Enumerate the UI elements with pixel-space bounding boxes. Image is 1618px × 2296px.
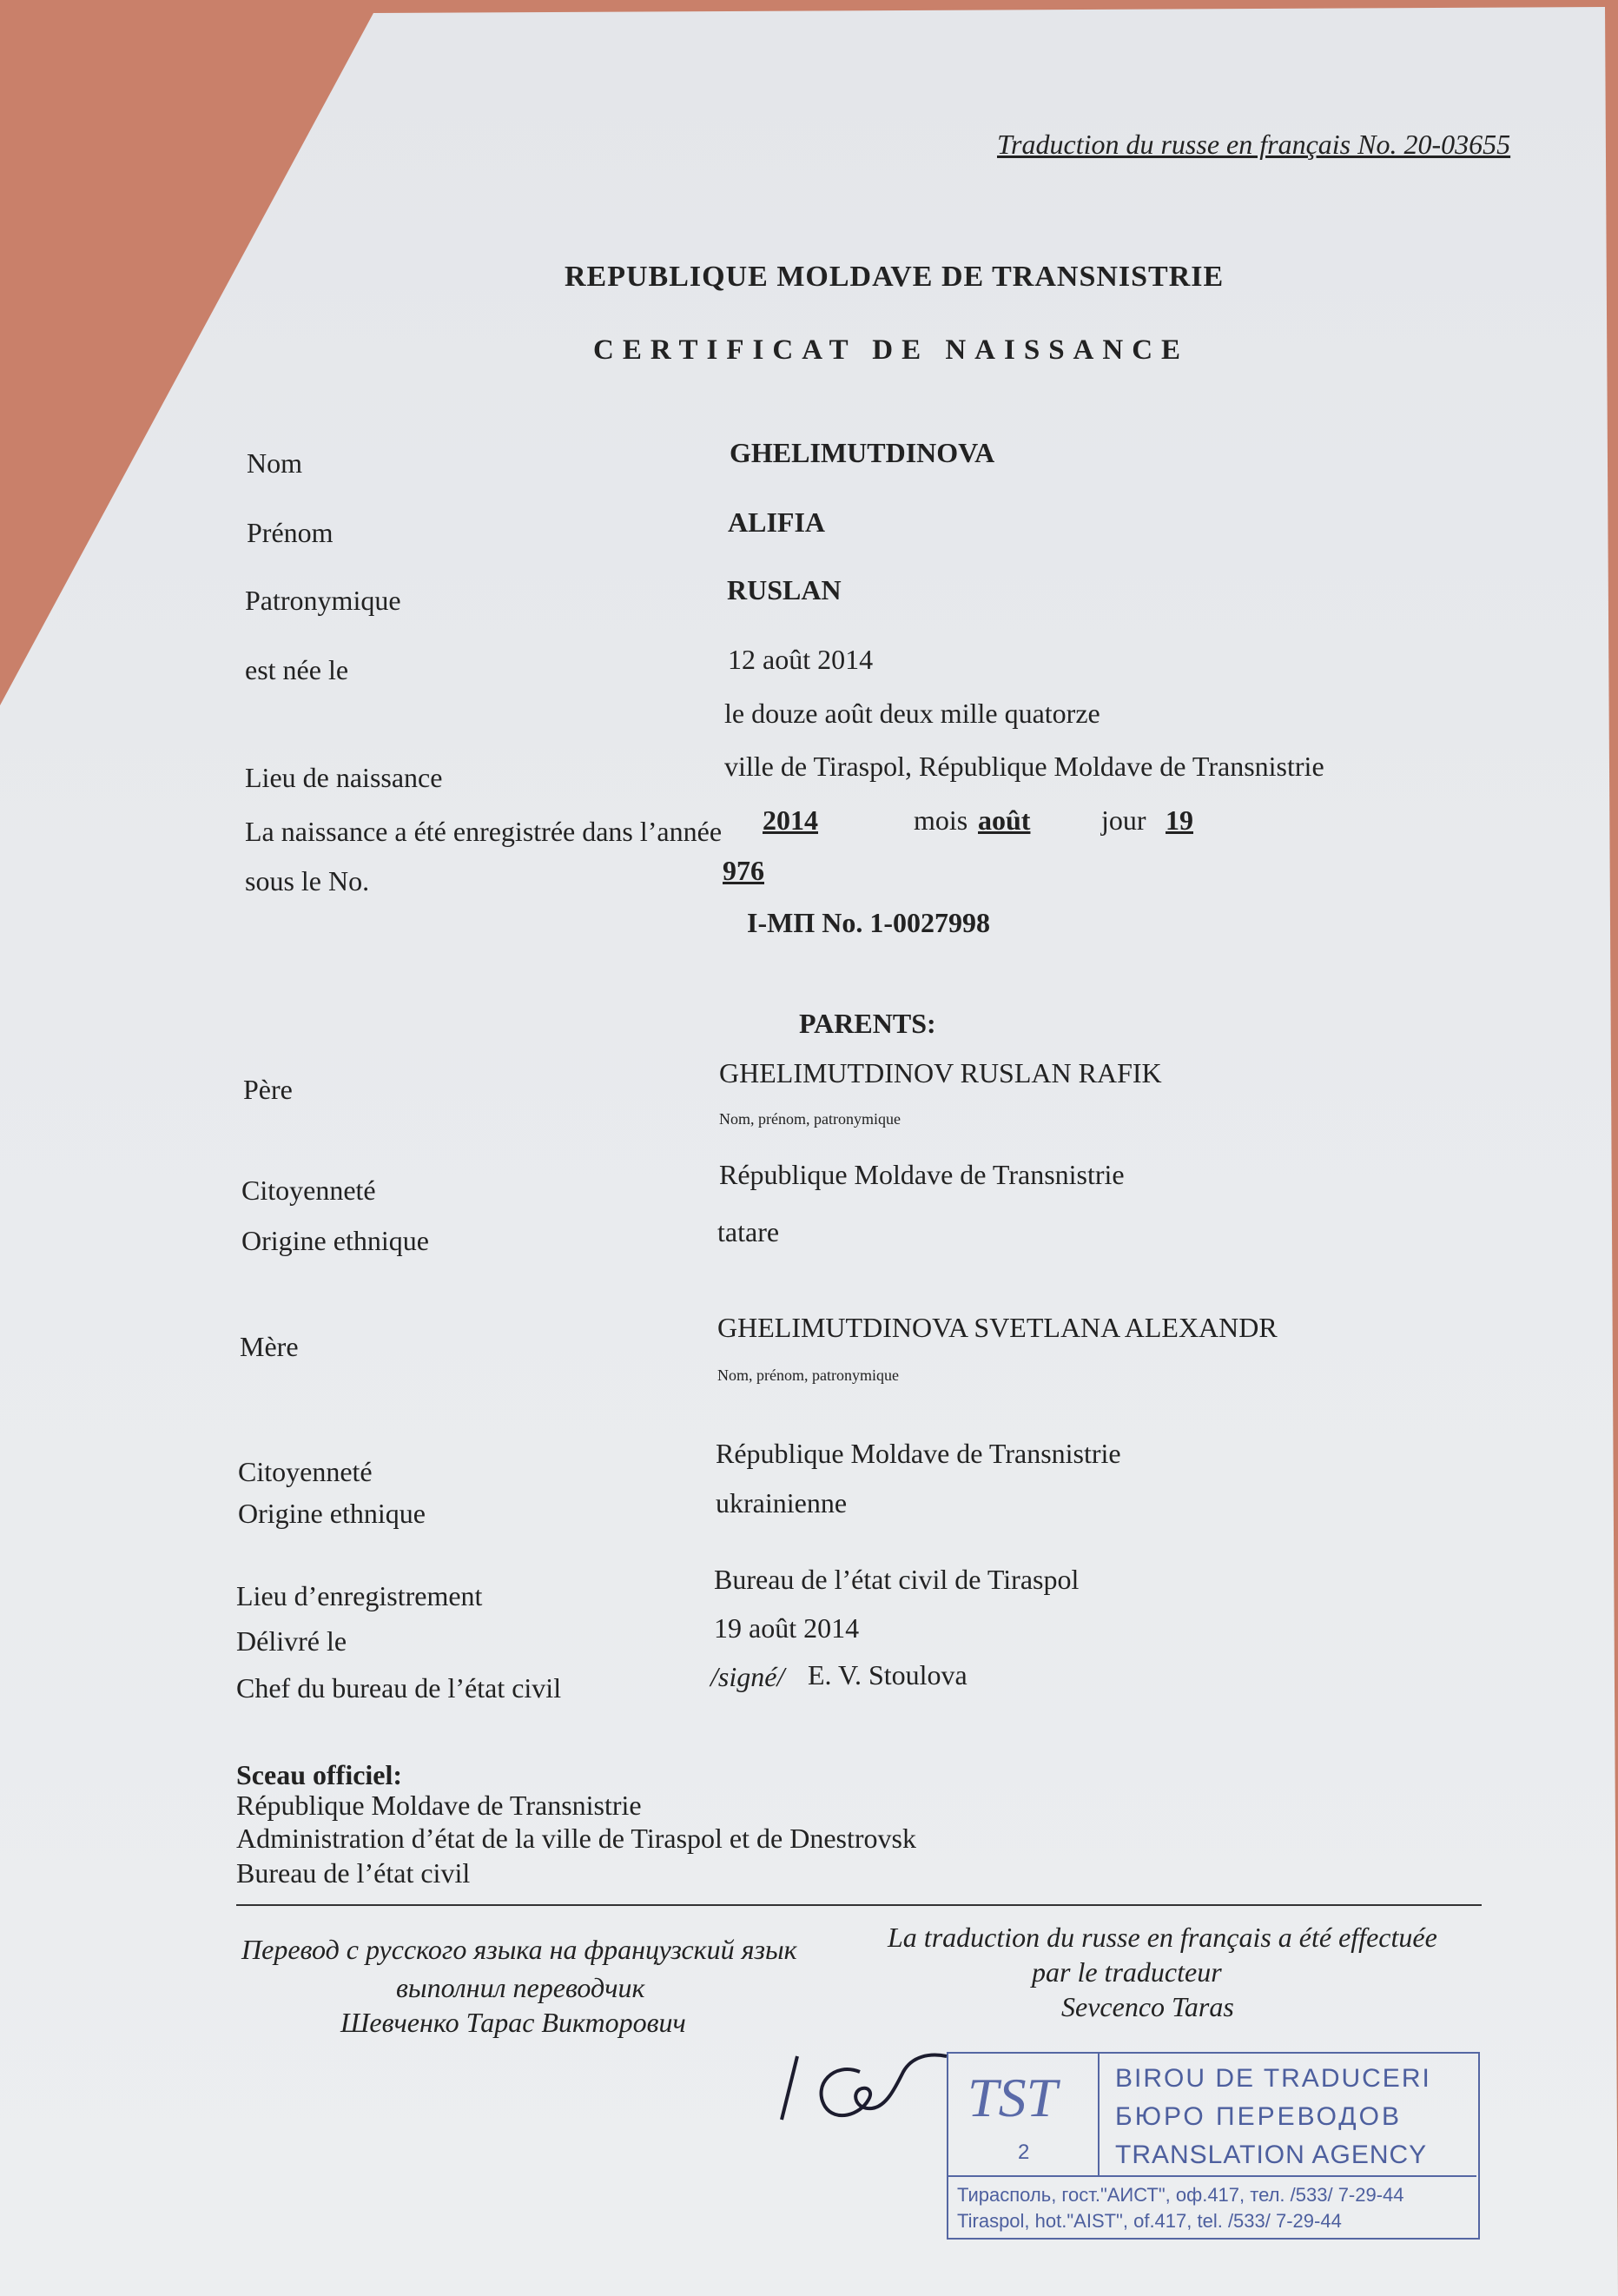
delivre-label: Délivré le: [236, 1625, 347, 1657]
jour-label: jour: [1101, 804, 1146, 836]
separator-line: [236, 1904, 1482, 1906]
registration-year: 2014: [763, 804, 818, 836]
stamp-address-en: Tiraspol, hot."AIST", of.417, tel. /533/ 7-29-44: [957, 2210, 1342, 2232]
pere-origine-label: Origine ethnique: [241, 1225, 429, 1256]
stamp-logo: [948, 2054, 1100, 2177]
stamp-address-ru: Тирасполь, гост."АИСТ", оф.417, тел. /533/ 7-29-44: [957, 2184, 1404, 2206]
chef-value: E. V. Stoulova: [808, 1659, 967, 1691]
seal-line-3: Bureau de l’état civil: [236, 1857, 471, 1889]
registration-day: 19: [1166, 804, 1193, 836]
mere-origine-label: Origine ethnique: [238, 1498, 426, 1529]
stamp-name-block: [1098, 2054, 1476, 2177]
registration-number: 976: [723, 855, 764, 886]
prenom-label: Prénom: [247, 517, 334, 548]
seal-line-1: République Moldave de Transnistrie: [236, 1790, 642, 1821]
registration-label: La naissance a été enregistrée dans l’année: [245, 816, 723, 847]
stamp-line-1: BIROU DE TRADUCERI: [1115, 2064, 1431, 2093]
translator-fr-line-1: La traduction du russe en français a été effectuée: [888, 1922, 1437, 1953]
stamp-number: 2: [1018, 2141, 1030, 2164]
translator-ru-line-3: Шевченко Тарас Викторович: [340, 2007, 686, 2038]
stamp-line-2: БЮРО ПЕРЕВОДОВ: [1115, 2102, 1402, 2131]
birth-date-words: le douze août deux mille quatorze: [724, 698, 1100, 729]
lieu-enregistrement-value: Bureau de l’état civil de Tiraspol: [714, 1564, 1080, 1595]
registration-month: août: [978, 804, 1031, 836]
translator-fr-line-3: Sevcenco Taras: [1061, 1991, 1234, 2022]
chef-label: Chef du bureau de l’état civil: [236, 1672, 562, 1704]
pere-hint: Nom, prénom, patronymique: [719, 1110, 901, 1128]
pere-citoyennete-label: Citoyenneté: [241, 1174, 376, 1206]
pere-origine-value: tatare: [717, 1216, 780, 1247]
seal-line-2: Administration d’état de la ville de Tiraspol et de Dnestrovsk: [236, 1823, 916, 1854]
lieu-naissance-value: ville de Tiraspol, République Moldave de Transnistrie: [724, 751, 1324, 782]
lieu-naissance-label: Lieu de naissance: [245, 762, 443, 793]
translator-ru-line-1: Перевод с русского языка на французский язык: [241, 1934, 797, 1965]
mere-value: GHELIMUTDINOVA SVETLANA ALEXANDR: [717, 1312, 1278, 1343]
pere-value: GHELIMUTDINOV RUSLAN RAFIK: [719, 1057, 1162, 1088]
mois-label: mois: [914, 804, 968, 836]
parents-heading: PARENTS:: [799, 1008, 936, 1039]
birth-date: 12 août 2014: [728, 644, 874, 675]
patronymique-value: RUSLAN: [727, 574, 842, 605]
mere-citoyennete-value: République Moldave de Transnistrie: [716, 1438, 1121, 1469]
stamp-logo-text: TST: [967, 2067, 1058, 2128]
prenom-value: ALIFIA: [728, 506, 826, 538]
pere-citoyennete-value: République Moldave de Transnistrie: [719, 1159, 1125, 1190]
seal-label: Sceau officiel:: [236, 1759, 403, 1790]
mere-hint: Nom, prénom, patronymique: [717, 1366, 899, 1384]
no-label: sous le No.: [245, 865, 370, 897]
delivre-value: 19 août 2014: [714, 1612, 860, 1644]
country-heading: REPUBLIQUE MOLDAVE DE TRANSNISTRIE: [565, 261, 1225, 293]
translator-fr-line-2: par le traducteur: [1032, 1956, 1222, 1988]
signe-mark: /signé/: [710, 1661, 785, 1692]
stamp-line-3: TRANSLATION AGENCY: [1115, 2141, 1428, 2169]
certificate-series: I-МП No. 1-0027998: [747, 907, 990, 938]
mere-citoyennete-label: Citoyenneté: [238, 1456, 373, 1487]
pere-label: Père: [243, 1074, 293, 1105]
translator-signature: [764, 2037, 955, 2133]
translation-reference: Traduction du russe en français No. 20-03655: [997, 129, 1511, 160]
translation-agency-stamp: [947, 2052, 1480, 2240]
nom-label: Nom: [247, 447, 302, 479]
patronymique-label: Patronymique: [245, 585, 401, 616]
mere-origine-value: ukrainienne: [716, 1487, 848, 1519]
nee-label: est née le: [245, 654, 349, 685]
nom-value: GHELIMUTDINOVA: [730, 437, 995, 468]
lieu-enregistrement-label: Lieu d’enregistrement: [236, 1580, 483, 1611]
mere-label: Mère: [240, 1331, 299, 1362]
document-title: CERTIFICAT DE NAISSANCE: [593, 334, 1190, 366]
translator-ru-line-2: выполнил переводчик: [396, 1972, 645, 2003]
